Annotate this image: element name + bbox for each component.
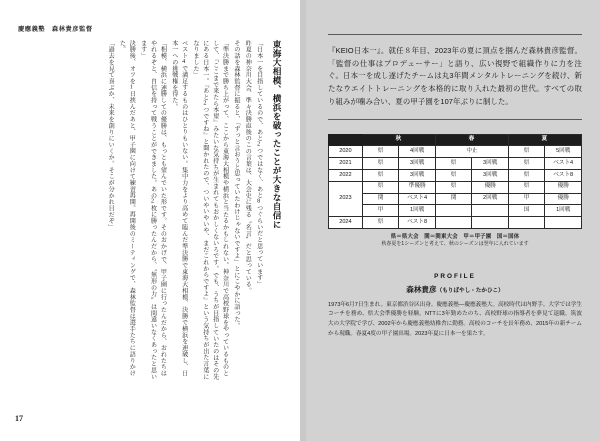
cell-summer-tag: 県: [508, 146, 545, 158]
body-column: 「準決勝まで勝ち上がって、ここから東海大相模や横浜と当たるかもしれない。神奈川で高校野球をやっているものとして、『ここまで来たら本望』みたいな気持ちが生まれてもおかしくないろです。でも、うちが目指していたのはその先にある日本一。『あと2つですね』と聞かれたので、ついやいやいや、まだこれからですよ』という気持ちが出た言葉になりました」: [192, 40, 228, 380]
cell-year: 2022: [329, 170, 363, 182]
cell-spring: 中止: [435, 146, 508, 158]
cell-summer-tag: 県: [508, 170, 545, 182]
cell-spring-tag: 関: [435, 193, 472, 205]
cell-autumn: 4回戦: [399, 146, 436, 158]
profile-body: 1973年6月7日生まれ。東京都渋谷区出身。慶應義塾—慶應義塾大。高校時代は内野手。大学では学生コーチを務め、県大会準優勝を経験。NTTに3年勤めたのち、高校野球の指導者を夢見て退職。筑波大の大学院で学び、2002年から慶應義塾幼稚舎に勤務。高校のコーチを長年務め、2015年の新チームから現職。春夏4度の甲子園出場。2023年夏に日本一を果たす。: [328, 301, 582, 338]
cell-spring-tag: 県: [435, 181, 472, 193]
cell-year: 2023: [329, 181, 363, 216]
body-column: 「相模、横浜に連勝しての優勝は、もっとも望んでいた形です。そのおかげで、甲子園に行ったんだから、おれたちはやれるぞと、自信を持って戦うことができました。あの2枚に勝ったんだから、〝無形の力〟は間違いなくあったと思います」: [139, 40, 166, 380]
cell-summer-tag: [508, 217, 545, 229]
table-row: [329, 146, 582, 158]
table-row: [329, 217, 582, 229]
table-note: [328, 233, 582, 249]
body-column: その話を森林監督に振ると、「ずっと言おうと思っていたわけじゃないですよ」とにこやかに語った。: [232, 40, 239, 330]
cell-spring: 優勝: [472, 181, 509, 193]
header-spring: 春: [435, 134, 508, 146]
cell-autumn: 準優勝: [399, 181, 436, 193]
cell-summer: ベスト4: [545, 158, 582, 170]
cell-spring-tag: 県: [435, 158, 472, 170]
table-legend: 県＝県大会 関＝関東大会 甲＝甲子園 国＝国体: [390, 233, 520, 240]
profile-name: [328, 284, 582, 295]
cell-autumn-tag: 県: [362, 158, 399, 170]
cell-year: 2024: [329, 217, 363, 229]
cell-spring: 2回戦: [472, 193, 509, 205]
cell-autumn-tag: 県: [362, 217, 399, 229]
body-column: ベスト4で満足するものはひとりもいない。集中力をより高めて臨んだ準決勝で東海大相模、決勝で横浜を連破し、日本一への挑戦権を得た。: [170, 40, 187, 377]
cell-summer: ベスト8: [545, 170, 582, 182]
cell-spring-tag: [435, 205, 472, 217]
header-summer: 夏: [508, 134, 581, 146]
article-headline: 東海大相模、横浜を破ったことが大きな自信に: [272, 40, 282, 229]
cell-autumn: 1回戦: [399, 205, 436, 217]
cell-autumn-tag: 県: [362, 170, 399, 182]
cell-summer-tag: 国: [508, 205, 545, 217]
vertical-text-area: [18, 40, 282, 390]
cell-summer: 優勝: [545, 193, 582, 205]
cell-summer: 5回戦: [545, 146, 582, 158]
table-row: [329, 170, 582, 182]
cell-summer: [545, 217, 582, 229]
table-row: [329, 205, 582, 217]
cell-autumn: 3回戦: [399, 158, 436, 170]
results-table-wrap: [328, 134, 582, 249]
table-header-row: [329, 134, 582, 146]
cell-spring: [472, 205, 509, 217]
cell-summer: 優勝: [545, 181, 582, 193]
table-row: [329, 193, 582, 205]
right-page: [306, 0, 600, 441]
profile-name-kanji: 森林貴彦: [406, 284, 437, 294]
body-column: 「日本一を目指しているので、あと2つではなく、あと8つぐらいだと思っています」: [255, 40, 262, 288]
cell-spring-tag: 県: [435, 170, 472, 182]
divider-top: [328, 34, 582, 35]
cell-autumn-tag: 県: [362, 146, 399, 158]
results-table-body: [329, 146, 582, 228]
cell-spring: 3回戦: [472, 158, 509, 170]
table-footnote: 秋春夏を1シーズンと考えて、秋のシーズンは翌年に入れています: [381, 241, 529, 248]
cell-summer-tag: 県: [508, 158, 545, 170]
header-autumn: 秋: [362, 134, 435, 146]
profile-name-kana: （もりばやし・たかひこ）: [436, 287, 504, 294]
cell-autumn: ベスト4: [399, 193, 436, 205]
cell-autumn-tag: 県: [362, 181, 399, 193]
cell-autumn: ベスト8: [399, 217, 436, 229]
table-row: [329, 158, 582, 170]
cell-year: 2021: [329, 158, 363, 170]
cell-summer: 1回戦: [545, 205, 582, 217]
cell-spring-tag: [435, 217, 472, 229]
cell-year: 2020: [329, 146, 363, 158]
cell-autumn: 3回戦: [399, 170, 436, 182]
header-year: [329, 134, 363, 146]
page-number: 17: [15, 414, 23, 423]
profile-label: PROFILE: [434, 272, 476, 280]
cell-summer-tag: 県: [508, 181, 545, 193]
cell-spring: 3回戦: [472, 170, 509, 182]
cell-autumn-tag: 関: [362, 193, 399, 205]
divider-bottom: [328, 119, 582, 120]
lead-paragraph: 『KEIO日本一』。就任８年目、2023年の夏に頂点を掴んだ森林貴彦監督。「監督の仕事はプロデューサー」と語り、広い視野で組織作りに力を注ぐ。日本一を成し遂げたチームは丸3年間メンタルトレーニングを続け、新たなウエイトトレーニングを本格的に取り入れた最初の世代。すべての取り組みが噛み合い、夏の甲子園を107年ぶりに制した。: [328, 46, 582, 106]
body-column: 決勝後、オフを1日挟んだあと、甲子園に向けて練習再開。再開後のミーティングで、森林監督は選手たちに語りかけた。: [118, 40, 135, 377]
running-head: 慶應義塾 森林貴彦監督: [18, 26, 93, 33]
body-column: 「過去を見て喜ぶか、未来を創りにいくか。そこが分かれ目だぞ」: [107, 40, 114, 231]
cell-autumn-tag: 甲: [362, 205, 399, 217]
body-column: 昨夏の神奈川大会、準々決勝直後のこの言葉は、大会史に残る〝名言〟だと思っている。: [244, 40, 251, 294]
cell-summer-tag: 甲: [508, 193, 545, 205]
cell-spring: [472, 217, 509, 229]
profile-section: [328, 273, 582, 340]
results-table: [328, 134, 582, 229]
table-row: [329, 181, 582, 193]
